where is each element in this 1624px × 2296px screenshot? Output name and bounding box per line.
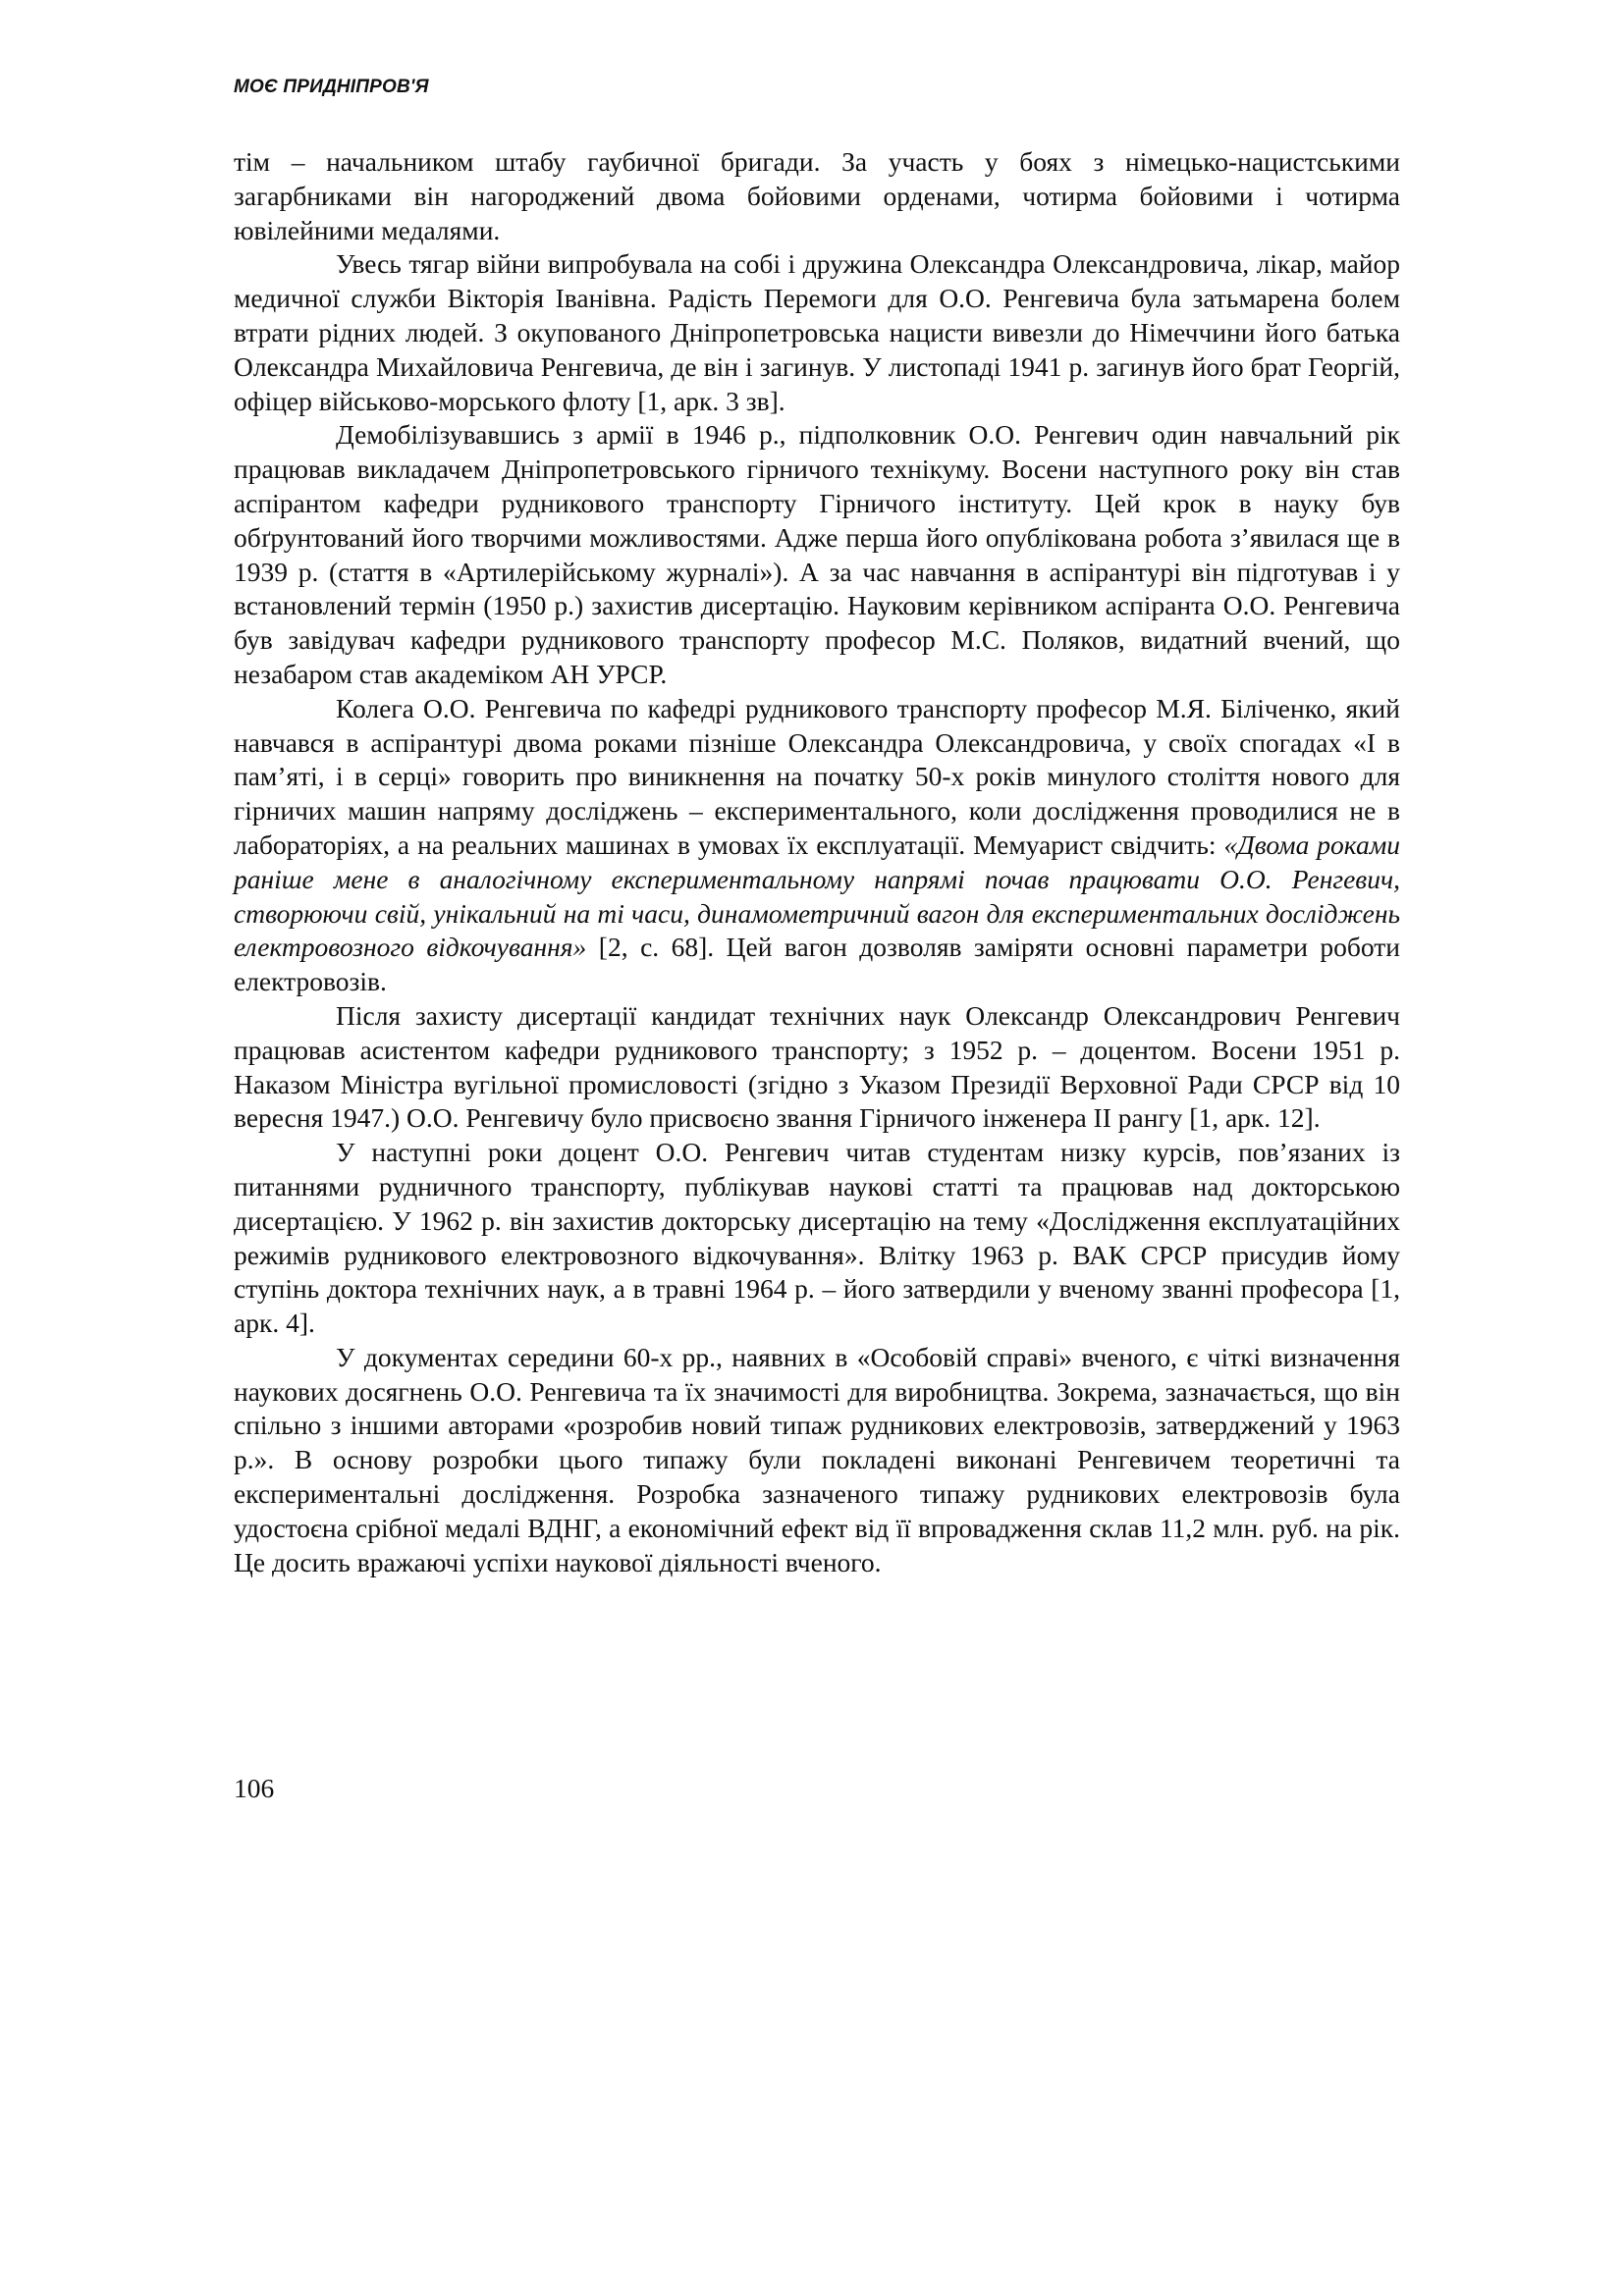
page-number: 106 <box>234 1773 275 1803</box>
memoir-quote: «Двома роками раніше мене в аналогічному експериментальному напрямі почав працювати О.О. Ренгевич, створюючи свій, унікальний на ті часи, динамометричний вагон для експериментальних досліджень електровозного відкочування» <box>234 828 1400 963</box>
paragraph-4-citation: [2, с. 68]. Цей вагон дозволяв заміряти основні параметри роботи електровозів. <box>234 932 1401 997</box>
running-header: МОЄ ПРИДНІПРОВ'Я <box>234 77 429 97</box>
paragraph-2: Увесь тягар війни випробувала на собі і дружина Олександра Олександровича, лікар, майор медичної служби Вікторія Іванівна. Радість Перемоги для О.О. Ренгевича була затьмарена болем втрати рідних людей. З окупованого Дніпропетровська нацисти вивезли до Німеччини його батька Олександра Михайловича Ренгевича, де він і загинув. У листопаді 1941 р. загинув його брат Георгій, офіцер військово-морського флоту [1, арк. 3 зв]. <box>234 248 1400 416</box>
article-body <box>234 145 1400 1579</box>
paragraph-1: тім – начальником штабу гаубичної бригади. За участь у боях з німецько-нацистськими загарбниками він нагороджений двома бойовими орденами, чотирма бойовими і чотирма ювілейними медалями. <box>234 146 1400 245</box>
paragraph-5: Після захисту дисертації кандидат технічних наук Олександр Олександрович Ренгевич працював асистентом кафедри рудникового транспорту; з 1952 р. – доцентом. Восени 1951 р. Наказом Міністра вугільної промисловості (згідно з Указом Президії Верховної Ради СРСР від 10 вересня 1947.) О.О. Ренгевичу було присвоєно звання Гірничого інженера II рангу [1, арк. 12]. <box>234 999 1400 1134</box>
paragraph-6: У наступні роки доцент О.О. Ренгевич читав студентам низку курсів, пов’язаних із питаннями рудничного транспорту, публікував наукові статті та працював над докторською дисертацією. У 1962 р. він захистив докторську дисертацію на тему «Дослідження експлуатаційних режимів рудникового електровозного відкочування». Влітку 1963 р. ВАК СРСР присудив йому ступінь доктора технічних наук, а в травні 1964 р. – його затвердили у вченому званні професора [1, арк. 4]. <box>234 1137 1400 1339</box>
paragraph-4-text: Колега О.О. Ренгевича по кафедрі рудникового транспорту професор М.Я. Біліченко, який навчався в аспірантурі двома роками пізніше Олександра Олександровича, у своїх спогадах «І в пам’яті, і в серці» говорить про виникнення на початку 50-х років минулого століття нового для гірничих машин напряму досліджень – експериментального, коли дослідження проводилися не в лабораторіях, а на реальних машинах в умовах їх експлуатації. Мемуарист свідчить: <box>234 692 1400 860</box>
paragraph-3: Демобілізувавшись з армії в 1946 р., підполковник О.О. Ренгевич один навчальний рік працював викладачем Дніпропетровського гірничого технікуму. Восени наступного року він став аспірантом кафедри рудникового транспорту Гірничого інституту. Цей крок в науку був обґрунтований його творчими можливостями. Адже перша його опублікована робота з’явилася ще в 1939 р. (стаття в «Артилерійському журналі»). А за час навчання в аспірантурі він підготував і у встановлений термін (1950 р.) захистив дисертацію. Науковим керівником аспіранта О.О. Ренгевича був завідувач кафедри рудникового транспорту професор М.С. Поляков, видатний вчений, що незабаром став академіком АН УРСР. <box>234 419 1400 689</box>
paragraph-7: У документах середини 60-х рр., наявних в «Особовій справі» вченого, є чіткі визначення наукових досягнень О.О. Ренгевича та їх значимості для виробництва. Зокрема, зазначається, що він спільно з іншими авторами «розробив новий типаж рудникових електровозів, затверджений у 1963 р.». В основу розробки цього типажу були покладені виконані Ренгевичем теоретичні та експериментальні дослідження. Розробка зазначеного типажу рудникових електровозів була удостоєна срібної медалі ВДНГ, а економічний ефект від її впровадження склав 11,2 млн. руб. на рік. Це досить вражаючі успіхи наукової діяльності вченого. <box>234 1341 1400 1577</box>
paragraph-4 <box>234 692 1400 999</box>
